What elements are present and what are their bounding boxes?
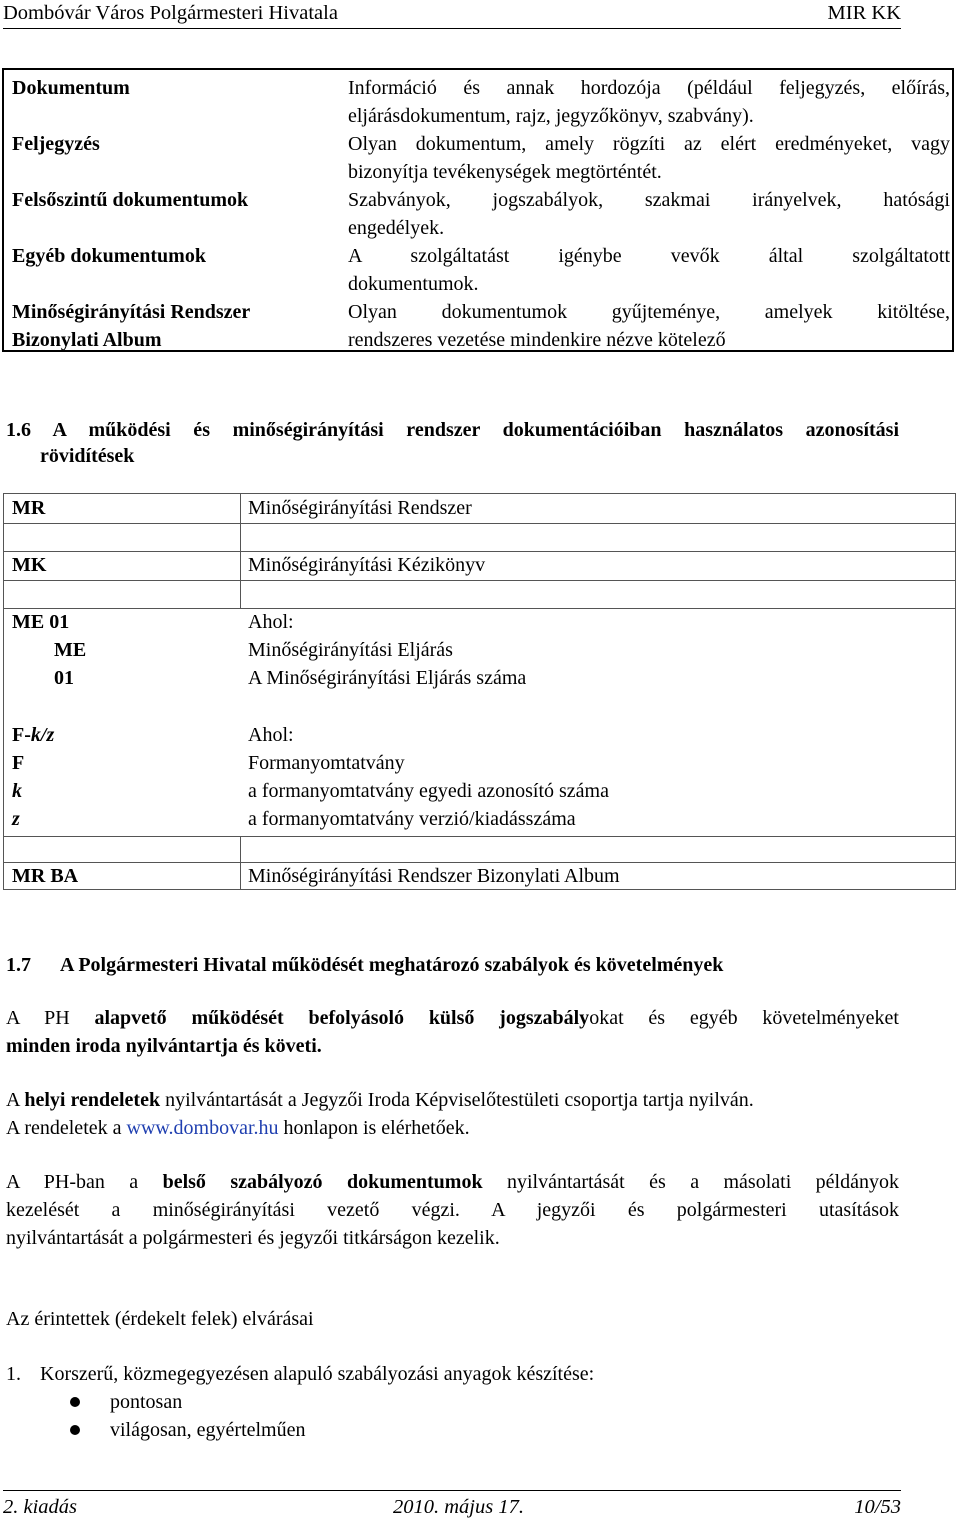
paragraph-internal-docs-line2: kezelését a minőségirányítási vezető végzi. A jegyzői és polgármesteri utasítások — [6, 1199, 899, 1221]
abbr-subkey: F — [12, 752, 25, 774]
text: A — [6, 1089, 25, 1111]
bullet-icon — [70, 1397, 80, 1407]
table-divider — [3, 608, 956, 609]
definition-text: A szolgáltatást igénybe vevők által szolgáltatott — [348, 245, 950, 267]
abbr-value-mk: Minőségirányítási Kézikönyv — [248, 554, 486, 576]
list-number: 1. — [6, 1363, 21, 1385]
header-document-code: MIR KK — [827, 2, 901, 24]
paragraph-internal-docs-line3: nyilvántartását a polgármesteri és jegyzői titkárságon kezelik. — [6, 1227, 500, 1249]
abbr-subvalue: A Minőségirányítási Eljárás száma — [248, 667, 527, 689]
text: A PH — [6, 1007, 95, 1029]
table-divider — [240, 493, 241, 551]
paragraph-external-rules — [6, 1004, 899, 1032]
abbr-key-form — [12, 721, 54, 749]
text: A rendeletek a — [6, 1117, 127, 1139]
section-1-6-title: 1.6 A működési és minőségirányítási rendszer dokumentációiban használatos azonosítási — [6, 419, 899, 441]
website-link[interactable]: www.dombovar.hu — [126, 1117, 279, 1139]
abbr-value-form: Ahol: — [248, 724, 294, 746]
page-footer — [3, 1490, 901, 1521]
footer-date: 2010. május 17. — [393, 1496, 524, 1518]
abbr-subvalue: a formanyomtatvány egyedi azonosító száma — [248, 780, 609, 802]
abbr-subkey: 01 — [54, 667, 74, 689]
definitions-table — [2, 68, 954, 352]
expectations-title: Az érintettek (érdekelt felek) elvárásai — [6, 1308, 314, 1330]
definition-term: Bizonylati Album — [12, 329, 162, 351]
footer-edition: 2. kiadás — [3, 1496, 78, 1518]
abbr-key-form-prefix: F- — [12, 724, 31, 746]
list-item: Korszerű, közmegegyezésen alapuló szabályozási anyagok készítése: — [40, 1363, 595, 1385]
abbr-subkey: z — [12, 808, 20, 830]
definition-text: Szabványok, jogszabályok, szakmai irányelvek, hatósági — [348, 189, 950, 211]
abbr-subvalue: Formanyomtatvány — [248, 752, 405, 774]
definition-text: Olyan dokumentumok gyűjteménye, amelyek kitöltése, — [348, 301, 950, 323]
section-1-6-title-cont: rövidítések — [40, 445, 135, 467]
abbr-value-mrba: Minőségirányítási Rendszer Bizonylati Album — [248, 865, 620, 887]
definition-term: Minőségirányítási Rendszer — [12, 301, 251, 323]
paragraph-internal-docs — [6, 1168, 899, 1196]
paragraph-local-decrees — [6, 1086, 899, 1114]
text: nyilvántartását és a másolati példányok — [482, 1171, 899, 1193]
definition-text: rendszeres vezetése mindenkire nézve kötelező — [348, 329, 726, 351]
abbr-key-form-suffix: k/z — [30, 724, 55, 746]
text: okat és egyéb követelményeket — [589, 1007, 899, 1029]
abbr-key-mr: MR — [12, 497, 46, 519]
abbr-value-mr: Minőségirányítási Rendszer — [248, 497, 472, 519]
text: honlapon is elérhetőek. — [278, 1117, 470, 1139]
table-divider — [3, 523, 956, 524]
table-divider — [3, 580, 956, 581]
paragraph-external-rules-cont: minden iroda nyilvántartja és követi. — [6, 1035, 322, 1057]
bullet-icon — [70, 1425, 80, 1435]
text-bold: belső szabályozó dokumentumok — [162, 1171, 483, 1193]
header-organization: Dombóvár Város Polgármesteri Hivatala — [3, 2, 338, 24]
text: A PH-ban a — [6, 1171, 163, 1193]
definition-term: Felsőszintű dokumentumok — [12, 189, 249, 211]
abbr-subkey: ME — [54, 639, 87, 661]
footer-page-number: 10/53 — [854, 1496, 901, 1518]
paragraph-local-decrees-cont — [6, 1114, 899, 1142]
table-divider — [3, 836, 956, 837]
bullet-item: pontosan — [110, 1391, 183, 1413]
abbr-subkey: k — [12, 780, 22, 802]
text-bold: helyi rendeletek — [24, 1089, 161, 1111]
abbr-key-mrba: MR BA — [12, 865, 79, 887]
definition-text: bizonyítja tevékenységek megtörténtét. — [348, 161, 662, 183]
abbr-key-me: ME 01 — [12, 611, 70, 633]
text-bold: alapvető működését befolyásoló külső jogszabály — [94, 1007, 590, 1029]
bullet-item: világosan, egyértelműen — [110, 1419, 306, 1441]
abbr-key-mk: MK — [12, 554, 47, 576]
definition-term: Dokumentum — [12, 77, 130, 99]
abbr-subvalue: Minőségirányítási Eljárás — [248, 639, 453, 661]
definition-text: engedélyek. — [348, 217, 445, 239]
definition-text: dokumentumok. — [348, 273, 479, 295]
table-divider — [240, 836, 241, 890]
page-header — [3, 0, 901, 29]
abbr-value-me: Ahol: — [248, 611, 294, 633]
section-1-7-title: A Polgármesteri Hivatal működését meghatározó szabályok és követelmények — [60, 954, 724, 976]
definition-text: Információ és annak hordozója (például feljegyzés, előírás, — [348, 77, 950, 99]
abbr-subvalue: a formanyomtatvány verzió/kiadásszáma — [248, 808, 576, 830]
section-1-7-number: 1.7 — [6, 954, 31, 976]
definition-term: Egyéb dokumentumok — [12, 245, 206, 267]
definition-term: Feljegyzés — [12, 133, 100, 155]
text: nyilvántartását a Jegyzői Iroda Képviselőtestületi csoportja tartja nyilván. — [160, 1089, 754, 1111]
definition-text: Olyan dokumentum, amely rögzíti az elért eredményeket, vagy — [348, 133, 950, 155]
definition-text: eljárásdokumentum, rajz, jegyzőkönyv, szabvány). — [348, 105, 754, 127]
